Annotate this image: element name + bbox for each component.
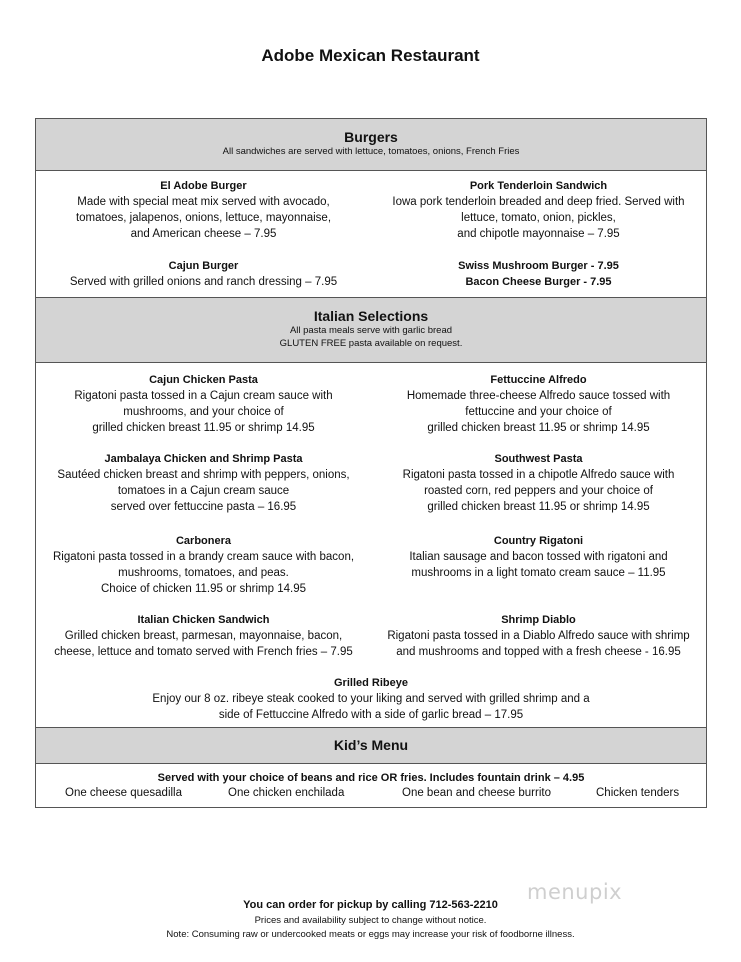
item-desc: cheese, lettuce and tomato served with French fries – 7.95	[54, 646, 353, 658]
burgers-note: All sandwiches are served with lettuce, tomatoes, onions, French Fries	[222, 146, 520, 157]
menu-item	[36, 675, 706, 723]
menu-item	[36, 372, 371, 436]
item-desc: grilled chicken breast 11.95 or shrimp 14.95	[92, 422, 315, 434]
item-desc: grilled chicken breast 11.95 or shrimp 14.95	[427, 422, 650, 434]
menu-item	[371, 258, 706, 290]
kids-option: One chicken enchilada	[228, 787, 345, 799]
menu-item	[36, 533, 371, 597]
item-desc: mushrooms, tomatoes, and peas.	[118, 567, 289, 579]
kids-header	[36, 727, 706, 764]
item-desc: Grilled chicken breast, parmesan, mayonnaise, bacon,	[64, 630, 343, 642]
item-name: Cajun Chicken Pasta	[149, 374, 258, 386]
item-desc: side of Fettuccine Alfredo with a side of garlic bread – 17.95	[218, 709, 524, 721]
food-safety-note: Note: Consuming raw or undercooked meats or eggs may increase your risk of foodborne illness.	[166, 929, 575, 940]
italian-header	[36, 297, 706, 363]
item-desc: mushrooms, and your choice of	[123, 406, 284, 418]
menu-item	[36, 178, 371, 242]
item-desc: Rigatoni pasta tossed in a Diablo Alfredo sauce with shrimp	[387, 630, 690, 642]
item-name: Country Rigatoni	[493, 535, 584, 547]
pickup-line: You can order for pickup by calling 712-563-2210	[243, 899, 498, 911]
item-desc: served over fettuccine pasta – 16.95	[110, 501, 297, 513]
menu-item	[371, 178, 706, 242]
item-name: El Adobe Burger	[160, 180, 247, 192]
burgers-heading: Burgers	[344, 129, 398, 145]
item-name: Jambalaya Chicken and Shrimp Pasta	[104, 453, 303, 465]
menu-item	[371, 533, 706, 581]
kids-note-row	[36, 770, 706, 786]
item-desc: Rigatoni pasta tossed in a chipotle Alfredo sauce with	[402, 469, 675, 481]
item-desc: tomatoes, jalapenos, onions, lettuce, mayonnaise,	[75, 212, 332, 224]
item-name: Cajun Burger	[168, 260, 239, 272]
item-name: Shrimp Diablo	[501, 614, 576, 626]
item-desc: lettuce, tomato, onion, pickles,	[461, 212, 616, 224]
item-desc: Choice of chicken 11.95 or shrimp 14.95	[101, 583, 306, 595]
item-name: Italian Chicken Sandwich	[137, 614, 270, 626]
menu-box	[35, 118, 707, 808]
kids-option: One bean and cheese burrito	[402, 787, 551, 799]
italian-note: GLUTEN FREE pasta available on request.	[279, 338, 463, 349]
menu-item	[371, 451, 706, 515]
menu-item	[36, 258, 371, 290]
item-desc: mushrooms in a light tomato cream sauce – 11.95	[411, 567, 666, 579]
item-desc: roasted corn, red peppers and your choice of	[424, 485, 653, 497]
item-name: Fettuccine Alfredo	[490, 374, 587, 386]
item-desc: Sautéed chicken breast and shrimp with peppers, onions,	[57, 469, 350, 481]
kids-note: Served with your choice of beans and rice OR fries. Includes fountain drink – 4.95	[157, 772, 585, 784]
menu-item	[371, 612, 706, 660]
watermark-logo: menupix	[527, 880, 623, 904]
item-desc: Homemade three-cheese Alfredo sauce tossed with	[406, 390, 671, 402]
item-desc: Italian sausage and bacon tossed with rigatoni and	[409, 551, 668, 563]
item-name: Grilled Ribeye	[334, 677, 408, 689]
kids-heading: Kid’s Menu	[333, 737, 409, 753]
item-desc: and American cheese – 7.95	[130, 228, 277, 240]
kids-option: Chicken tenders	[596, 787, 680, 799]
menu-item	[36, 612, 371, 660]
item-desc: grilled chicken breast 11.95 or shrimp 14.95	[427, 501, 650, 513]
item-desc: Enjoy our 8 oz. ribeye steak cooked to your liking and served with grilled shrimp and a	[152, 693, 590, 705]
item-desc: Made with special meat mix served with avocado,	[77, 196, 330, 208]
italian-note: All pasta meals serve with garlic bread	[289, 325, 453, 336]
kids-option: One cheese quesadilla	[65, 787, 182, 799]
item-name: Southwest Pasta	[494, 453, 583, 465]
item-name: Carbonera	[175, 535, 232, 547]
item-name: Pork Tenderloin Sandwich	[469, 180, 608, 192]
item-desc: and chipotle mayonnaise – 7.95	[457, 228, 620, 240]
prices-note: Prices and availability subject to change without notice.	[254, 915, 487, 926]
burgers-header	[36, 119, 706, 171]
italian-heading: Italian Selections	[313, 308, 429, 324]
item-name: Swiss Mushroom Burger - 7.95	[458, 260, 619, 272]
item-desc: Rigatoni pasta tossed in a Cajun cream sauce with	[74, 390, 333, 402]
item-desc: and mushrooms and topped with a fresh cheese - 16.95	[396, 646, 681, 658]
menu-item	[36, 451, 371, 515]
item-desc: Served with grilled onions and ranch dressing – 7.95	[69, 276, 338, 288]
menu-item	[371, 372, 706, 436]
page-title: Adobe Mexican Restaurant	[261, 46, 480, 65]
item-desc: fettuccine and your choice of	[465, 406, 612, 418]
item-desc: Iowa pork tenderloin breaded and deep fried. Served with	[392, 196, 685, 208]
item-name: Bacon Cheese Burger - 7.95	[465, 276, 612, 288]
item-desc: Rigatoni pasta tossed in a brandy cream sauce with bacon,	[52, 551, 355, 563]
item-desc: tomatoes in a Cajun cream sauce	[117, 485, 290, 497]
